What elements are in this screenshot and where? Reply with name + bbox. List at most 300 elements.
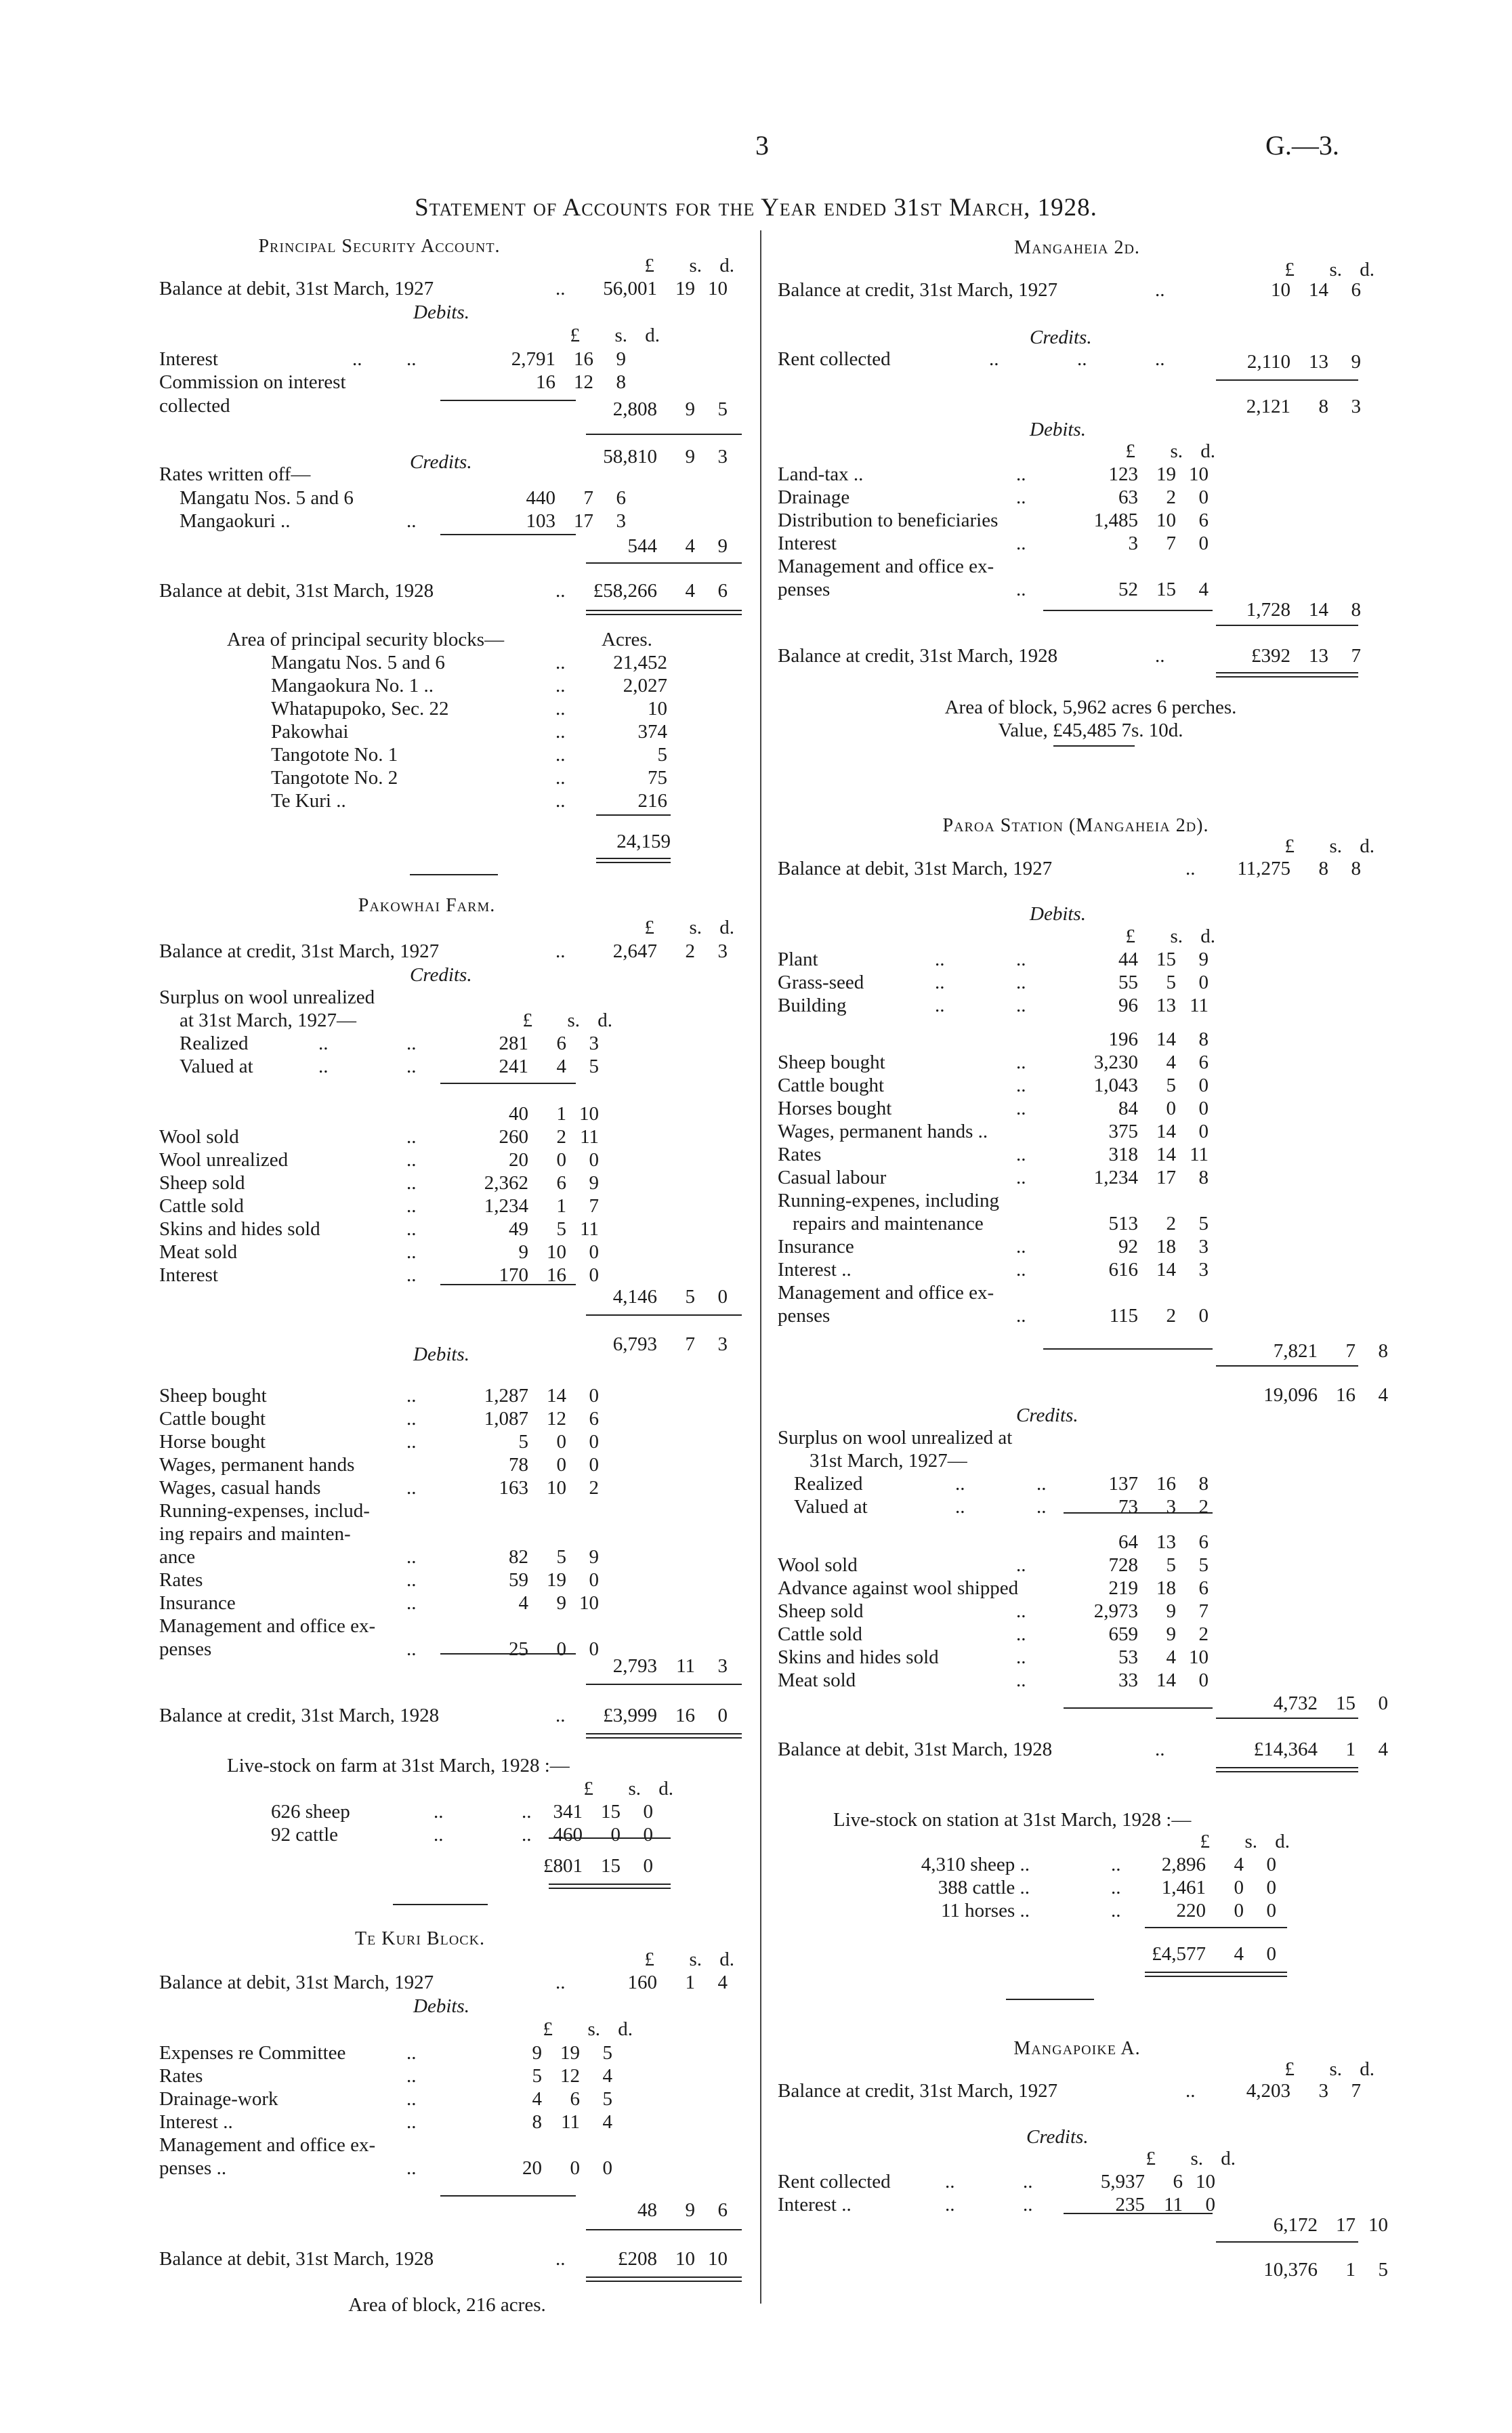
pakowhai-balance-close-pounds: £3,999 [603, 1705, 657, 1726]
pakowhai-credit-shillings: 2 [556, 1126, 566, 1148]
principal-balance-close-pounds: £58,266 [593, 580, 657, 602]
pakowhai-debit-pence: 6 [589, 1408, 599, 1430]
pakowhai-surplus-item-label: Valued at [180, 1056, 253, 1077]
area-block-name: Tangotote No. 1 [271, 744, 398, 766]
mangaheia-debit-label: penses [778, 579, 831, 600]
mangapoike-credit-pounds: 235 [1115, 2194, 1145, 2216]
pakowhai-livestock-header-shilling-sign: s. [628, 1778, 641, 1800]
mangaheia-balance-close-shillings: 13 [1309, 645, 1328, 667]
rule [1216, 625, 1358, 626]
principal-debits-header-pound-sign: £ [570, 325, 580, 346]
paroa-credit-pence: 0 [1198, 1669, 1209, 1691]
pakowhai-credit-label: Skins and hides sold [159, 1218, 320, 1240]
pakowhai-debits-total-shillings: 11 [676, 1655, 695, 1677]
paroa-debit-pounds: 44 [1118, 949, 1138, 970]
mangaheia-debit-label: Interest [778, 533, 837, 554]
tekuri-balance-close-label: Balance at debit, 31st March, 1928 [159, 2248, 434, 2270]
paroa-subtotal-pounds: 19,096 [1263, 1384, 1318, 1406]
principal-credit-pounds: 103 [526, 510, 555, 532]
paroa-debits-a-total-pence: 8 [1198, 1028, 1209, 1050]
rule [549, 1884, 671, 1889]
pakowhai-credits-label: Credits. [410, 964, 472, 986]
pakowhai-subtotal-pounds: 6,793 [612, 1333, 657, 1355]
pakowhai-surplus-item-pounds: 281 [499, 1033, 528, 1054]
tekuri-debit-pence: 0 [602, 2157, 612, 2179]
tekuri-debit-pence: 5 [602, 2042, 612, 2064]
paroa-surplus-total-pounds: 64 [1118, 1531, 1138, 1553]
paroa-debit-label: Interest .. [778, 1259, 852, 1281]
pakowhai-credit-label: Interest [159, 1264, 218, 1286]
leader-dots: .. [1185, 2080, 1196, 2102]
principal-balance-close-pence: 6 [717, 580, 728, 602]
paroa-livestock-header-pence-sign: d. [1275, 1831, 1290, 1852]
pakowhai-credit-pence: 7 [589, 1195, 599, 1217]
mangapoike-credit-pounds: 5,937 [1100, 2171, 1145, 2192]
tekuri-area: Area of block, 216 acres. [348, 2294, 546, 2316]
principal-balance-open-shillings: 19 [675, 278, 695, 299]
leader-dots: .. [1016, 1098, 1026, 1119]
paroa-balance-close-shillings: 1 [1345, 1739, 1356, 1760]
pakowhai-livestock-item-pence: 0 [643, 1824, 653, 1846]
pakowhai-balance-close-label: Balance at credit, 31st March, 1928 [159, 1705, 440, 1726]
tekuri-debit-label: Drainage-work [159, 2088, 278, 2110]
paroa-credit-pence: 10 [1189, 1646, 1209, 1668]
pakowhai-balance-close-pence: 0 [717, 1705, 728, 1726]
pakowhai-credit-shillings: 6 [556, 1172, 566, 1194]
principal-credit-pence: 6 [616, 487, 626, 509]
pakowhai-credit-label: Cattle sold [159, 1195, 244, 1217]
leader-dots: .. [1016, 1600, 1026, 1622]
paroa-balance-open-pounds: 11,275 [1237, 858, 1290, 879]
mangaheia-debits-total-shillings: 14 [1309, 599, 1328, 621]
rule [586, 1314, 742, 1316]
pakowhai-debit-pounds: 163 [499, 1477, 528, 1499]
principal-balance-close-shillings: 4 [685, 580, 695, 602]
mangapoike-credit-pence: 0 [1205, 2194, 1215, 2216]
paroa-debit-pence: 3 [1198, 1259, 1209, 1281]
principal-debit-pounds: 16 [536, 371, 555, 393]
leader-dots: .. [406, 1241, 417, 1263]
mangaheia-debit-label: Drainage [778, 486, 850, 508]
mangapoike-header-shilling-sign: s. [1329, 2058, 1342, 2080]
paroa-debits-total-pence: 8 [1378, 1340, 1388, 1362]
paroa-debit-pence: 5 [1198, 1213, 1209, 1234]
paroa-debits-label: Debits. [1030, 903, 1086, 925]
paroa-credit-label: Advance against wool shipped [778, 1577, 1019, 1599]
leader-dots: .. [555, 940, 566, 962]
paroa-debit-pounds: 84 [1118, 1098, 1138, 1119]
principal-credits-total-pence: 9 [717, 535, 728, 557]
principal-debit-pounds: 2,791 [511, 348, 555, 370]
paroa-debit-pence: 9 [1198, 949, 1209, 970]
paroa-header-shilling-sign: s. [1329, 835, 1342, 857]
paroa-surplus-item-label: Valued at [794, 1496, 868, 1518]
mangaheia-debit-shillings: 10 [1156, 510, 1176, 531]
principal-debits-header-pence-sign: d. [645, 325, 660, 346]
leader-dots: .. [945, 2171, 955, 2192]
mangaheia-debit-pence: 4 [1198, 579, 1209, 600]
paroa-credit-pounds: 53 [1118, 1646, 1138, 1668]
paroa-credit-label: Cattle sold [778, 1623, 862, 1645]
paroa-balance-open-shillings: 8 [1318, 858, 1328, 879]
area-block-acres: 5 [657, 744, 667, 766]
tekuri-balance-close-shillings: 10 [675, 2248, 695, 2270]
pakowhai-debit-shillings: 0 [556, 1638, 566, 1660]
pakowhai-credit-pounds: 2,362 [484, 1172, 528, 1194]
leader-dots: .. [1016, 1554, 1026, 1576]
mangapoike-grand-total-shillings: 1 [1345, 2259, 1356, 2281]
principal-debit-shillings: 12 [574, 371, 593, 393]
principal-balance-open-label: Balance at debit, 31st March, 1927 [159, 278, 434, 299]
leader-dots: .. [406, 2042, 417, 2064]
rule [1216, 379, 1358, 381]
paroa-debit-shillings: 5 [1166, 972, 1176, 993]
pakowhai-credit-pence: 11 [580, 1126, 599, 1148]
principal-debit-shillings: 16 [574, 348, 593, 370]
paroa-credits-total-shillings: 15 [1336, 1692, 1356, 1714]
pakowhai-debit-pounds: 82 [509, 1546, 528, 1568]
paroa-debit-pounds: 96 [1118, 995, 1138, 1016]
principal-debit-label: Interest [159, 348, 218, 370]
principal-credit-label: Mangaokuri .. [180, 510, 291, 532]
rule [586, 434, 742, 435]
pakowhai-surplus-item-pounds: 241 [499, 1056, 528, 1077]
pakowhai-livestock-total-pence: 0 [643, 1855, 653, 1877]
paroa-credit-pence: 5 [1198, 1554, 1209, 1576]
paroa-header-pence-sign: d. [1360, 835, 1374, 857]
paroa-debit-pence: 0 [1198, 972, 1209, 993]
area-block-name: Pakowhai [271, 721, 349, 743]
pakowhai-debit-pounds: 78 [509, 1454, 528, 1476]
principal-credits-total-shillings: 4 [685, 535, 695, 557]
rule [586, 610, 742, 615]
tekuri-debit-pounds: 5 [532, 2065, 542, 2087]
rule [1053, 745, 1135, 747]
leader-dots: .. [955, 1496, 965, 1518]
pakowhai-credit-pence: 0 [589, 1149, 599, 1171]
paroa-debit-pounds: 616 [1108, 1259, 1138, 1281]
principal-balance-close-label: Balance at debit, 31st March, 1928 [159, 580, 434, 602]
rule [1064, 2213, 1213, 2214]
area-block-name: Tangotote No. 2 [271, 767, 398, 789]
leader-dots: .. [406, 348, 417, 370]
paroa-credit-pounds: 219 [1108, 1577, 1138, 1599]
principal-header-pence-sign: d. [719, 255, 734, 276]
tekuri-balance-close-pence: 10 [708, 2248, 728, 2270]
pakowhai-debit-shillings: 12 [547, 1408, 566, 1430]
paroa-livestock-item-pence: 0 [1266, 1854, 1276, 1875]
paroa-livestock-item-pence: 0 [1266, 1900, 1276, 1921]
leader-dots: .. [434, 1801, 444, 1823]
pakowhai-debit-pence: 9 [589, 1546, 599, 1568]
paroa-debit-shillings: 14 [1156, 1121, 1176, 1142]
leader-dots: .. [1016, 972, 1026, 993]
mangaheia-debit-shillings: 19 [1156, 463, 1176, 485]
pakowhai-credit-shillings: 1 [556, 1195, 566, 1217]
section-heading-principal: Principal Security Account. [258, 236, 501, 257]
pakowhai-debit-label: Cattle bought [159, 1408, 266, 1430]
pakowhai-surplus-item-shillings: 6 [556, 1033, 566, 1054]
mangaheia-debits-header-pound-sign: £ [1125, 440, 1135, 462]
pakowhai-credit-shillings: 10 [547, 1241, 566, 1263]
mangapoike-header-pound-sign: £ [1284, 2058, 1295, 2080]
pakowhai-surplus-label: at 31st March, 1927— [180, 1010, 356, 1031]
principal-subtotal-pounds: 58,810 [603, 446, 657, 467]
paroa-debit-label: Sheep bought [778, 1052, 885, 1073]
paroa-credit-shillings: 9 [1166, 1600, 1176, 1622]
leader-dots: .. [1155, 279, 1165, 301]
leader-dots: .. [1111, 1877, 1121, 1898]
tekuri-debit-pence: 5 [602, 2088, 612, 2110]
mangaheia-debit-pence: 6 [1198, 510, 1209, 531]
rule [586, 2276, 742, 2282]
tekuri-debit-label: penses .. [159, 2157, 227, 2179]
paroa-debit-pence: 8 [1198, 1167, 1209, 1188]
principal-rates-label: Rates written off— [159, 463, 311, 485]
principal-debits-total-pounds: 2,808 [612, 398, 657, 420]
area-block-acres: 21,452 [613, 652, 667, 673]
pakowhai-balance-open-pence: 3 [717, 940, 728, 962]
leader-dots: .. [1155, 348, 1165, 370]
mangaheia-debit-shillings: 15 [1156, 579, 1176, 600]
pakowhai-credit-pence: 0 [589, 1264, 599, 1286]
section-heading-mangapoike: Mangapoike A. [1013, 2038, 1141, 2059]
paroa-balance-open-pence: 8 [1351, 858, 1361, 879]
leader-dots: .. [1016, 1669, 1026, 1691]
mangaheia-header-pence-sign: d. [1360, 259, 1374, 280]
pakowhai-credits-total-shillings: 5 [685, 1286, 695, 1308]
pakowhai-livestock-total-pounds: £801 [543, 1855, 583, 1877]
paroa-debit-label: penses [778, 1305, 831, 1327]
leader-dots: .. [555, 675, 566, 696]
mangapoike-credits-header-shilling-sign: s. [1190, 2148, 1203, 2169]
leader-dots: .. [1111, 1900, 1121, 1921]
section-heading-pakowhai: Pakowhai Farm. [358, 895, 496, 916]
mangaheia-debit-pence: 0 [1198, 486, 1209, 508]
leader-dots: .. [1016, 1075, 1026, 1096]
pakowhai-surplus-total-shillings: 1 [556, 1103, 566, 1125]
pakowhai-livestock-header-pence-sign: d. [658, 1778, 673, 1800]
rule [1043, 610, 1213, 611]
leader-dots: .. [406, 1569, 417, 1591]
mangaheia-debit-pounds: 123 [1108, 463, 1138, 485]
leader-dots: .. [1155, 1739, 1165, 1760]
tekuri-debit-shillings: 11 [561, 2111, 580, 2133]
tekuri-debit-pounds: 9 [532, 2042, 542, 2064]
mangaheia-subtotal-shillings: 8 [1318, 396, 1328, 417]
paroa-debits-header-shilling-sign: s. [1170, 926, 1183, 947]
principal-credit-pence: 3 [616, 510, 626, 532]
paroa-debit-shillings: 14 [1156, 1144, 1176, 1165]
leader-dots: .. [406, 1477, 417, 1499]
pakowhai-credit-pence: 0 [589, 1241, 599, 1263]
principal-balance-open-pounds: 56,001 [603, 278, 657, 299]
pakowhai-debit-shillings: 10 [547, 1477, 566, 1499]
mangaheia-debits-total-pence: 8 [1351, 599, 1361, 621]
mangaheia-balance-close-pounds: £392 [1251, 645, 1290, 667]
paroa-debit-label: Running-expenes, including [778, 1190, 1000, 1211]
pakowhai-credit-pence: 11 [580, 1218, 599, 1240]
paroa-livestock-item-label: 11 horses .. [940, 1900, 1030, 1921]
leader-dots: .. [1036, 1473, 1047, 1495]
leader-dots: .. [935, 949, 945, 970]
paroa-credit-shillings: 4 [1166, 1646, 1176, 1668]
pakowhai-surplus-header-shilling-sign: s. [567, 1010, 580, 1031]
paroa-livestock-item-shillings: 0 [1234, 1900, 1244, 1921]
pakowhai-debit-label: ance [159, 1546, 196, 1568]
principal-debits-header-shilling-sign: s. [614, 325, 627, 346]
paroa-debit-pounds: 513 [1108, 1213, 1138, 1234]
section-heading-tekuri: Te Kuri Block. [354, 1928, 486, 1949]
principal-header-pound-sign: £ [644, 255, 654, 276]
pakowhai-credits-total-pounds: 4,146 [612, 1286, 657, 1308]
page-title: Statement of Accounts for the Year ended 31st March, 1928. [415, 194, 1097, 222]
mangaheia-debits-total-pounds: 1,728 [1246, 599, 1290, 621]
paroa-livestock-item-shillings: 0 [1234, 1877, 1244, 1898]
pakowhai-credit-label: Meat sold [159, 1241, 238, 1263]
tekuri-debit-label: Management and office ex- [159, 2134, 376, 2156]
rule [586, 2229, 742, 2230]
pakowhai-credit-pounds: 1,234 [484, 1195, 528, 1217]
pakowhai-debit-shillings: 5 [556, 1546, 566, 1568]
pakowhai-surplus-item-pence: 3 [589, 1033, 599, 1054]
pakowhai-debit-label: Wages, permanent hands [159, 1454, 355, 1476]
paroa-surplus-total-pence: 6 [1198, 1531, 1209, 1553]
tekuri-debits-header-pound-sign: £ [543, 2018, 553, 2040]
paroa-debit-pounds: 92 [1118, 1236, 1138, 1257]
principal-subtotal-shillings: 9 [685, 446, 695, 467]
mangapoike-grand-total-pence: 5 [1378, 2259, 1388, 2281]
principal-area-label: Area of principal security blocks— [227, 629, 505, 650]
rule [1216, 1718, 1358, 1719]
tekuri-debit-pounds: 20 [522, 2157, 542, 2179]
mangapoike-credit-shillings: 11 [1164, 2194, 1183, 2216]
paroa-header-pound-sign: £ [1284, 835, 1295, 857]
paroa-surplus-item-pence: 8 [1198, 1473, 1209, 1495]
leader-dots: .. [555, 790, 566, 812]
rule [1064, 1512, 1213, 1514]
pakowhai-livestock-item-label: 626 sheep [271, 1801, 350, 1823]
paroa-surplus-total-shillings: 13 [1156, 1531, 1176, 1553]
rule [440, 2195, 576, 2197]
leader-dots: .. [1016, 486, 1026, 508]
mangaheia-debit-label: Management and office ex- [778, 556, 994, 577]
rule [1043, 1348, 1213, 1350]
paroa-livestock-item-pounds: 220 [1176, 1900, 1206, 1921]
pakowhai-header-shilling-sign: s. [689, 917, 702, 938]
mangaheia-value: Value, £45,485 7s. 10d. [998, 720, 1183, 741]
paroa-credit-pounds: 659 [1108, 1623, 1138, 1645]
leader-dots: .. [555, 721, 566, 743]
mangaheia-rent-shillings: 13 [1309, 351, 1328, 373]
principal-debit-label: collected [159, 395, 230, 417]
acres-total: 24,159 [616, 831, 671, 852]
tekuri-header-pence-sign: d. [719, 1949, 734, 1970]
rule [1216, 672, 1358, 678]
tekuri-balance-open-label: Balance at debit, 31st March, 1927 [159, 1972, 434, 1993]
pakowhai-surplus-header-pence-sign: d. [597, 1010, 612, 1031]
leader-dots: .. [406, 1149, 417, 1171]
mangapoike-credit-pence: 10 [1196, 2171, 1215, 2192]
paroa-livestock-item-pounds: 2,896 [1161, 1854, 1206, 1875]
paroa-debit-shillings: 15 [1156, 949, 1176, 970]
tekuri-debit-label: Interest .. [159, 2111, 233, 2133]
leader-dots: .. [318, 1056, 329, 1077]
principal-debits-total-pence: 5 [717, 398, 728, 420]
paroa-debit-label: Wages, permanent hands .. [778, 1121, 988, 1142]
rule [549, 1837, 671, 1839]
paroa-livestock-header-pound-sign: £ [1200, 1831, 1210, 1852]
paroa-debit-pounds: 1,043 [1093, 1075, 1138, 1096]
rule [1145, 1972, 1287, 1977]
rule [440, 400, 576, 401]
pakowhai-debit-label: penses [159, 1638, 212, 1660]
pakowhai-livestock-header-pound-sign: £ [583, 1778, 593, 1800]
paroa-debits-total-pounds: 7,821 [1273, 1340, 1318, 1362]
paroa-livestock-item-label: 388 cattle .. [938, 1877, 1030, 1898]
paroa-surplus-item-label: Realized [794, 1473, 863, 1495]
principal-header-shilling-sign: s. [689, 255, 702, 276]
leader-dots: .. [318, 1033, 329, 1054]
pakowhai-debit-label: Management and office ex- [159, 1615, 376, 1637]
tekuri-header-shilling-sign: s. [689, 1949, 702, 1970]
paroa-subtotal-shillings: 16 [1336, 1384, 1356, 1406]
paroa-debit-pounds: 375 [1108, 1121, 1138, 1142]
leader-dots: .. [1155, 645, 1165, 667]
leader-dots: .. [406, 1172, 417, 1194]
pakowhai-credit-label: Wool sold [159, 1126, 239, 1148]
pakowhai-debits-total-pence: 3 [717, 1655, 728, 1677]
leader-dots: .. [1023, 2171, 1033, 2192]
pakowhai-debit-shillings: 0 [556, 1431, 566, 1453]
rule [586, 562, 742, 564]
leader-dots: .. [935, 972, 945, 993]
pakowhai-debit-shillings: 19 [547, 1569, 566, 1591]
paroa-credit-shillings: 5 [1166, 1554, 1176, 1576]
pakowhai-credit-label: Wool unrealized [159, 1149, 289, 1171]
pakowhai-credit-label: Sheep sold [159, 1172, 245, 1194]
tekuri-debits-total-pence: 6 [717, 2199, 728, 2221]
page-number: 3 [755, 130, 769, 161]
pakowhai-credit-shillings: 16 [547, 1264, 566, 1286]
leader-dots: .. [406, 1033, 417, 1054]
mangapoike-balance-open-pence: 7 [1351, 2080, 1361, 2102]
mangaheia-subtotal-pence: 3 [1351, 396, 1361, 417]
tekuri-debits-total-pounds: 48 [637, 2199, 657, 2221]
paroa-debit-shillings: 0 [1166, 1098, 1176, 1119]
principal-credits-total-pounds: 544 [627, 535, 657, 557]
leader-dots: .. [434, 1824, 444, 1846]
acres-header: Acres. [602, 629, 652, 650]
leader-dots: .. [555, 652, 566, 673]
pakowhai-debit-pounds: 5 [518, 1431, 528, 1453]
leader-dots: .. [406, 1218, 417, 1240]
leader-dots: .. [406, 1056, 417, 1077]
leader-dots: .. [406, 1408, 417, 1430]
tekuri-balance-close-pounds: £208 [618, 2248, 657, 2270]
paroa-debit-label: Cattle bought [778, 1075, 885, 1096]
pakowhai-credit-pounds: 49 [509, 1218, 528, 1240]
pakowhai-surplus-header-pound-sign: £ [522, 1010, 532, 1031]
mangapoike-credits-total-shillings: 17 [1336, 2214, 1356, 2236]
principal-debits-label: Debits. [413, 301, 469, 323]
paroa-debit-label: Plant [778, 949, 818, 970]
mangaheia-balance-open-pounds: 10 [1271, 279, 1290, 301]
principal-debits-total-shillings: 9 [685, 398, 695, 420]
pakowhai-debit-label: Rates [159, 1569, 203, 1591]
tekuri-debits-label: Debits. [413, 1995, 469, 2017]
paroa-debit-pounds: 115 [1109, 1305, 1138, 1327]
